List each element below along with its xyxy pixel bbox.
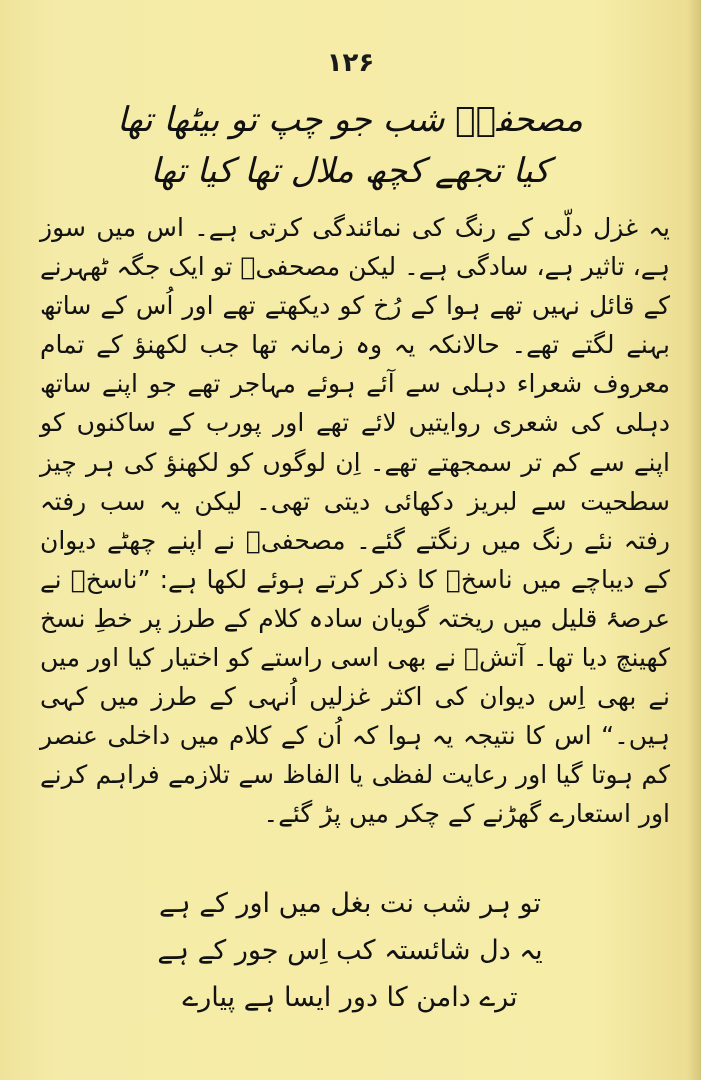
verse-line-3: ترے دامن کا دور ایسا ہے پیارے [182, 982, 518, 1013]
page-edge-shadow [687, 0, 701, 1080]
verse-line-1: تو ہر شب نت بغل میں اور کے ہے [158, 888, 542, 919]
heading-verse-line-1: مصحفیؔ شب جو چپ تو بیٹھا تھا [117, 100, 583, 140]
heading-verse-line-2: کیا تجھے کچھ ملال تھا کیا تھا [150, 151, 550, 191]
verse-line-2: یہ دل شائستہ کب اِس جور کے ہے [157, 935, 543, 966]
page-number: ۱۲۶ [326, 48, 375, 78]
prose-paragraph [40, 208, 670, 834]
prose-text: یہ غزل دلّی کے رنگ کی نمائندگی کرتی ہے۔ اس میں سوز ہے، تاثیر ہے، سادگی ہے۔ لیکن مصحفیؔ تو ایک جگہ ٹھہرنے کے قائل نہیں تھے ہوا کے رُخ کو دیکھتے تھے اور اُس کے ساتھ بہنے لگتے تھے۔ حالانکہ یہ وہ زمانہ تھا جب لکھنؤ کے تمام معروف شعراء دہلی سے آئے ہوئے مہاجر تھے جو اپنے ساتھ دہلی کی شعری روایتیں لائے تھے اور پورب کے ساکنوں کو اپنے سے کم تر سمجھتے تھے۔ اِن لوگوں کو لکھنؤ کی ہر چیز سطحیت سے لبریز دکھائی دیتی تھی۔ لیکن یہ سب رفتہ رفتہ نئے رنگ میں رنگتے گئے۔ مصحفیؔ نے اپنے چھٹے دیوان کے دیباچے میں ناسخؔ کا ذکر کرتے ہوئے لکھا ہے: ”ناسخؔ نے عرصۂ قلیل میں ریختہ گویان سادہ کلام کے طرز پر خطِ نسخ کھینچ دیا تھا۔ آتشؔ نے بھی اسی راستے کو اختیار کیا اور میں نے بھی اِس دیوان کی اکثر غزلیں اُنہی کے طرز میں کہی ہیں۔“ اس کا نتیجہ یہ ہوا کہ اُن کے کلام میں داخلی عنصر کم ہوتا گیا اور رعایت لفظی یا الفاظ سے تلازمے فراہم کرنے اور استعارے گھڑنے کے چکر میں پڑ گئے۔ [40, 213, 670, 829]
